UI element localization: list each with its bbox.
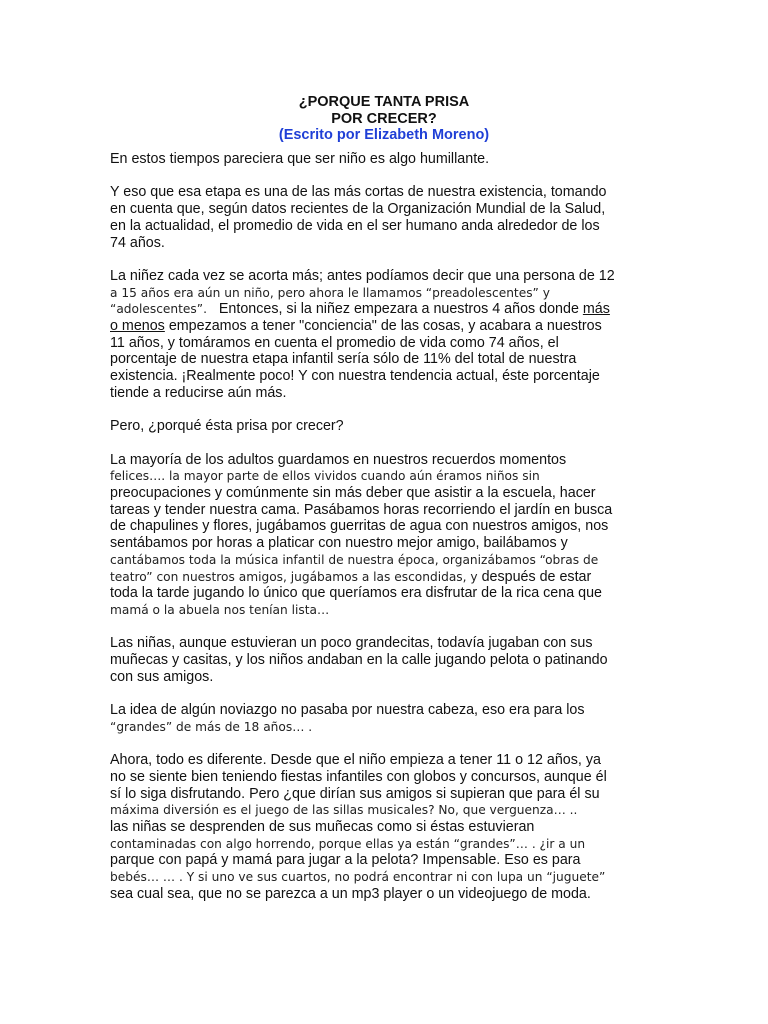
text-line: Y eso que esa etapa es una de las más cortas de nuestra existencia, tomando xyxy=(110,184,607,201)
text-line: no se siente bien teniendo fiestas infantiles con globos y concursos, aunque él xyxy=(110,768,607,785)
text-segment: después de estar xyxy=(477,568,592,585)
text-line xyxy=(110,301,665,318)
article-body xyxy=(110,151,665,919)
underlined-text: más xyxy=(582,301,610,318)
underlined-text: o menos xyxy=(110,318,165,334)
text-line: La idea de algún noviazgo no pasaba por nuestra cabeza, eso era para los xyxy=(110,702,585,719)
text-line: Las niñas, aunque estuvieran un poco grandecitas, todavía jugaban con sus xyxy=(110,635,593,652)
paragraph-1 xyxy=(110,151,665,168)
text-line: de chapulines y flores, jugábamos guerritas de agua con nuestros amigos, nos xyxy=(110,518,609,535)
paragraph-4 xyxy=(110,418,665,435)
text-line: “grandes” de más de 18 años… . xyxy=(110,719,313,734)
text-segment: teatro” con nuestros amigos, jugábamos a las escondidas, y xyxy=(110,569,478,584)
text-line: preocupaciones y comúnmente sin más deber que asistir a la escuela, hacer xyxy=(110,485,596,501)
text-line xyxy=(110,318,665,335)
paragraph-7 xyxy=(110,702,665,735)
text-line: Ahora, todo es diferente. Desde que el niño empieza a tener 11 o 12 años, ya xyxy=(110,752,601,769)
paragraph-6 xyxy=(110,635,665,685)
text-line: bebés… … . Y si uno ve sus cuartos, no podrá encontrar ni con lupa un “juguete” xyxy=(110,870,606,885)
text-line: máxima diversión es el juego de las sillas musicales? No, que verguenza… .. xyxy=(110,803,578,818)
text-line: en cuenta que, según datos recientes de la Organización Mundial de la Salud, xyxy=(110,201,606,218)
text-line: con sus amigos. xyxy=(110,668,214,685)
text-line: toda la tarde jugando lo único que queríamos era disfrutar de la rica cena que xyxy=(110,585,602,602)
text-line: contaminadas con algo horrendo, porque ellas ya están “grandes”… . ¿ir a un xyxy=(110,836,586,851)
paragraph-8 xyxy=(110,752,665,902)
text-line: 11 años, y tomáramos en cuenta el promedio de vida como 74 años, el xyxy=(110,334,559,351)
text-line: cantábamos toda la música infantil de nuestra época, organizábamos “obras de xyxy=(110,552,599,567)
title-line-2: POR CRECER? xyxy=(331,111,437,127)
paragraph-3 xyxy=(110,268,665,402)
text-line: sea cual sea, que no se parezca a un mp3 player o un videojuego de moda. xyxy=(110,885,591,902)
text-line: tareas y tender nuestra cama. Pasábamos horas recorriendo el jardín en busca xyxy=(110,501,613,518)
text-segment: Entonces, si la niñez empezara a nuestros 4 años donde xyxy=(206,301,583,318)
text-line: Pero, ¿porqué ésta prisa por crecer? xyxy=(110,418,344,435)
text-line: sí lo siga disfrutando. Pero ¿que dirían sus amigos si supieran que para él su xyxy=(110,785,600,802)
text-line: las niñas se desprenden de sus muñecas como si éstas estuvieran xyxy=(110,819,535,836)
text-line: a 15 años era aún un niño, pero ahora le llamamos “preadolescentes” y xyxy=(110,285,550,300)
text-segment: “adolescentes”. xyxy=(110,302,207,317)
text-line: felices…. la mayor parte de ellos vividos cuando aún éramos niños sin xyxy=(110,469,540,484)
text-line xyxy=(110,569,665,586)
text-line: sentábamos por horas a platicar con nuestro mejor amigo, bailábamos y xyxy=(110,535,568,552)
text-line: mamá o la abuela nos tenían lista… xyxy=(110,602,330,617)
title-line-1: ¿PORQUE TANTA PRISA xyxy=(298,94,470,110)
text-line: tiende a reducirse aún más. xyxy=(110,384,287,401)
text-line: existencia. ¡Realmente poco! Y con nuestra tendencia actual, éste porcentaje xyxy=(110,368,600,385)
text-line: muñecas y casitas, y los niños andaban en la calle jugando pelota o patinando xyxy=(110,652,608,669)
text-line: porcentaje de nuestra etapa infantil sería sólo de 11% del total de nuestra xyxy=(110,351,577,368)
paragraph-2 xyxy=(110,184,665,251)
paragraph-5 xyxy=(110,452,665,619)
text-segment: empezamos a tener "conciencia" de las cosas, y acabara a nuestros xyxy=(164,318,602,334)
text-line: La mayoría de los adultos guardamos en nuestros recuerdos momentos xyxy=(110,451,567,468)
text-line: En estos tiempos pareciera que ser niño es algo humillante. xyxy=(110,151,490,167)
text-line: parque con papá y mamá para jugar a la pelota? Impensable. Eso es para xyxy=(110,852,581,869)
byline: (Escrito por Elizabeth Moreno) xyxy=(278,127,490,143)
text-line: en la actualidad, el promedio de vida en el ser humano anda alrededor de los xyxy=(110,217,600,234)
text-line: 74 años. xyxy=(110,234,165,251)
text-line: La niñez cada vez se acorta más; antes podíamos decir que una persona de 12 xyxy=(110,267,615,284)
